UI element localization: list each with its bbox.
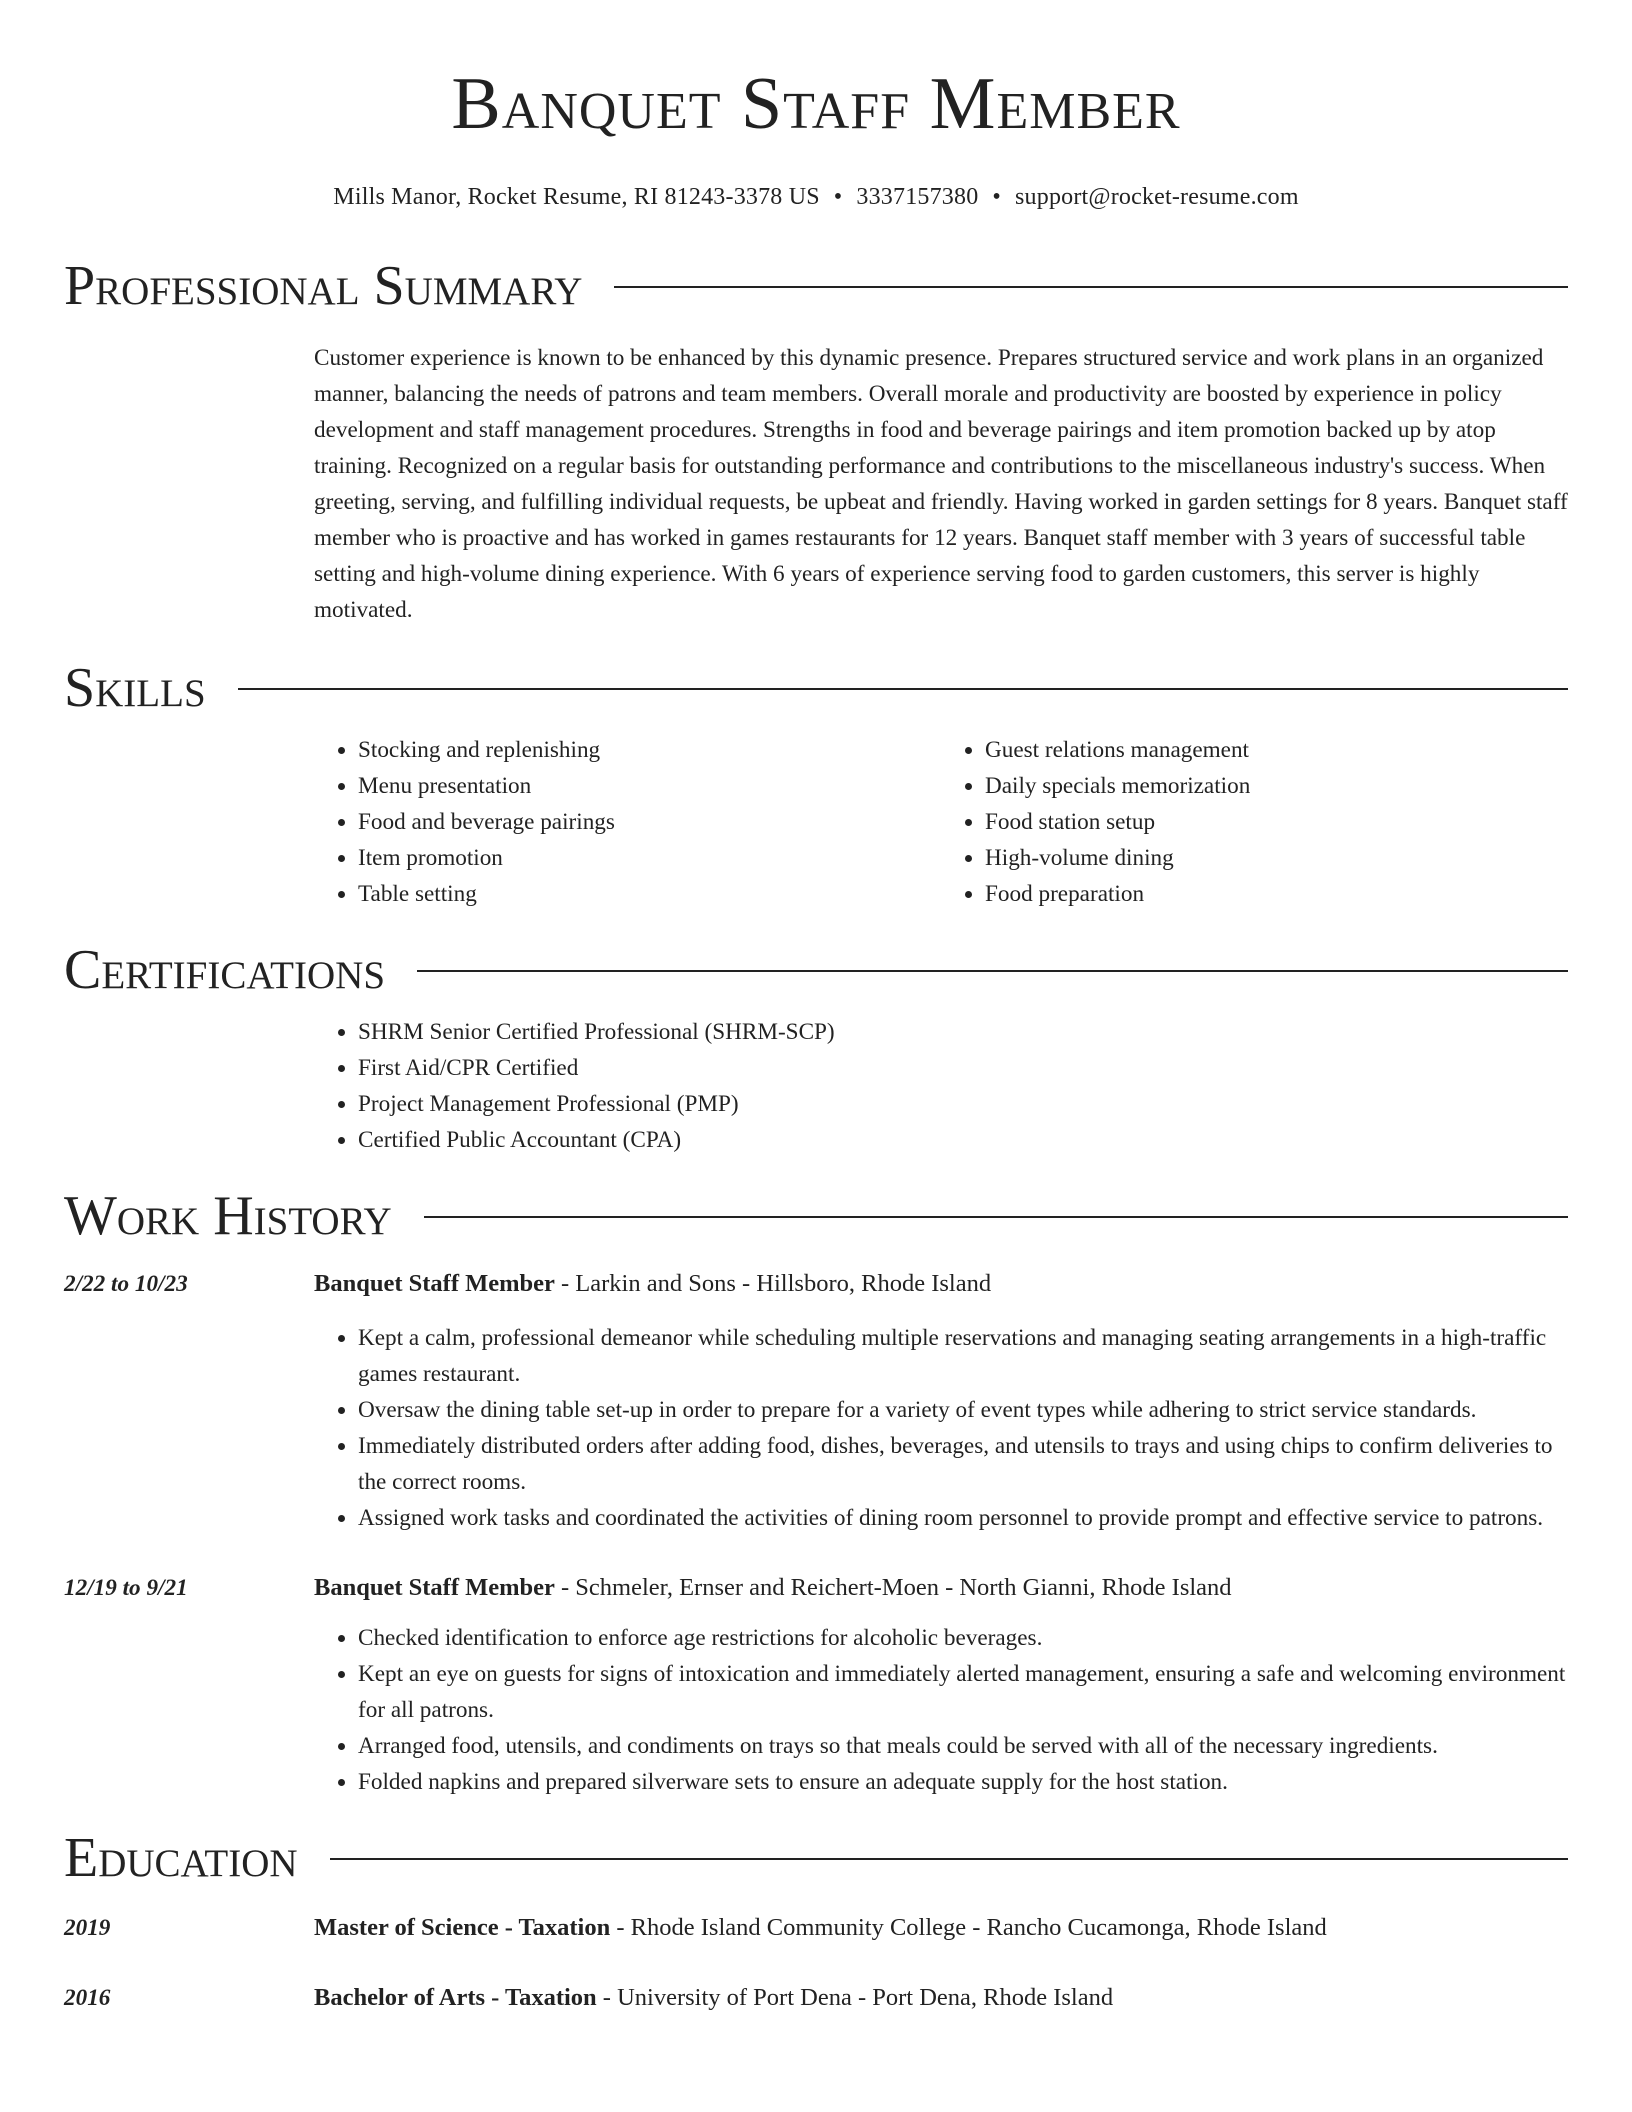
job-dates: 2/22 to 10/23 [64,1271,188,1297]
job-bullet: • Checked identification to enforce age restrictions for alcoholic beverages. [358,1620,1568,1656]
contact-line [64,182,1568,212]
job-bullet: • Immediately distributed orders after adding food, dishes, beverages, and utensils to trays and using chips to confirm deliveries to the correct rooms. [358,1428,1568,1500]
job-bullet: • Folded napkins and prepared silverware sets to ensure an adequate supply for the host station. [358,1764,1568,1800]
job-title-line [314,1570,1568,1606]
section-divider [417,970,1568,972]
contact-email: support@rocket-resume.com [1015,184,1299,210]
education-school: - University of Port Dena - Port Dena, Rhode Island [596,1984,1114,2011]
certification-item: • First Aid/CPR Certified [358,1050,1568,1086]
job-title: Banquet Staff Member [314,1270,555,1297]
skills-list [314,732,1568,912]
job-bullet: • Arranged food, utensils, and condiments on trays so that meals could be served with all of the necessary ingredients. [358,1728,1568,1764]
certification-item: • Certified Public Accountant (CPA) [358,1122,1568,1158]
education-degree: Master of Science - Taxation [314,1914,611,1941]
job-entry [64,1266,1568,1536]
job-title-line [314,1266,1568,1302]
job-employer: - Schmeler, Ernser and Reichert-Moen - North Gianni, Rhode Island [554,1574,1232,1601]
section-certifications-header [64,940,1568,1000]
section-work-header [64,1186,1568,1246]
skill-item: • Daily specials memorization [985,768,1568,804]
education-entry [64,1910,1568,1946]
job-employer: - Larkin and Sons - Hillsboro, Rhode Island [554,1270,992,1297]
section-title-certifications: Certifications [64,939,386,1001]
section-title-work: Work History [64,1185,392,1247]
skill-item: • Menu presentation [358,768,941,804]
skills-column-left [314,732,941,912]
section-title-education: Education [64,1827,298,1889]
job-bullets [314,1620,1568,1800]
skill-item: • Stocking and replenishing [358,732,941,768]
job-bullet: • Kept a calm, professional demeanor while scheduling multiple reservations and managing seating arrangements in a high-traffic games restaurant. [358,1320,1568,1392]
education-year: 2019 [64,1915,111,1941]
job-entry [64,1570,1568,1800]
contact-separator: • [833,184,843,210]
candidate-name: Banquet Staff Member [451,63,1181,145]
skills-column-right [941,732,1568,912]
section-skills-header [64,658,1568,718]
job-details [314,1570,1568,1800]
skill-item: • Item promotion [358,840,941,876]
skill-item: • Food and beverage pairings [358,804,941,840]
education-entry [64,1980,1568,2016]
education-degree: Bachelor of Arts - Taxation [314,1984,597,2011]
education-details [314,1910,1568,1946]
skill-item: • Food preparation [985,876,1568,912]
job-title: Banquet Staff Member [314,1574,555,1601]
job-details [314,1266,1568,1536]
section-divider [330,1858,1568,1860]
certifications-list [314,1014,1568,1158]
section-title-skills: Skills [64,657,206,719]
section-divider [614,286,1568,288]
education-year: 2016 [64,1985,111,2011]
contact-address: Mills Manor, Rocket Resume, RI 81243-3378 US [333,184,820,210]
section-title-summary: Professional Summary [64,255,583,317]
contact-separator: • [992,184,1001,210]
section-divider [424,1216,1568,1218]
section-summary-header [64,256,1568,316]
job-bullet: • Assigned work tasks and coordinated the activities of dining room personnel to provide prompt and effective service to patrons. [358,1500,1568,1536]
contact-phone: 3337157380 [856,184,979,210]
certification-item: • SHRM Senior Certified Professional (SHRM-SCP) [358,1014,1568,1050]
section-divider [238,688,1568,690]
summary-text: Customer experience is known to be enhanced by this dynamic presence. Prepares structured service and work plans in an organized manner, balancing the needs of patrons and team members. Overall morale and productivity are boosted by experience in policy development and staff management procedures. Strengths in food and beverage pairings and item promotion backed up by atop training. Recognized on a regular basis for outstanding performance and contributions to the miscellaneous industry's success. When greeting, serving, and fulfilling individual requests, be upbeat and friendly. Having worked in garden settings for 8 years. Banquet staff member who is proactive and has worked in games restaurants for 12 years. Banquet staff member with 3 years of successful table setting and high-volume dining experience. With 6 years of experience serving food to garden customers, this server is highly motivated. [314,345,1568,623]
certification-item: • Project Management Professional (PMP) [358,1086,1568,1122]
skill-item: • Table setting [358,876,941,912]
job-bullet: • Kept an eye on guests for signs of intoxication and immediately alerted management, ensuring a safe and welcoming environment for all patrons. [358,1656,1568,1728]
skill-item: • Food station setup [985,804,1568,840]
education-details [314,1980,1568,2016]
certifications-bullets [314,1014,1568,1158]
job-bullet: • Oversaw the dining table set-up in order to prepare for a variety of event types while adhering to strict service standards. [358,1392,1568,1428]
section-education-header [64,1828,1568,1888]
skill-item: • Guest relations management [985,732,1568,768]
job-bullets [314,1320,1568,1536]
job-dates: 12/19 to 9/21 [64,1575,188,1601]
education-school: - Rhode Island Community College - Rancho Cucamonga, Rhode Island [610,1914,1327,1941]
skill-item: • High-volume dining [985,840,1568,876]
